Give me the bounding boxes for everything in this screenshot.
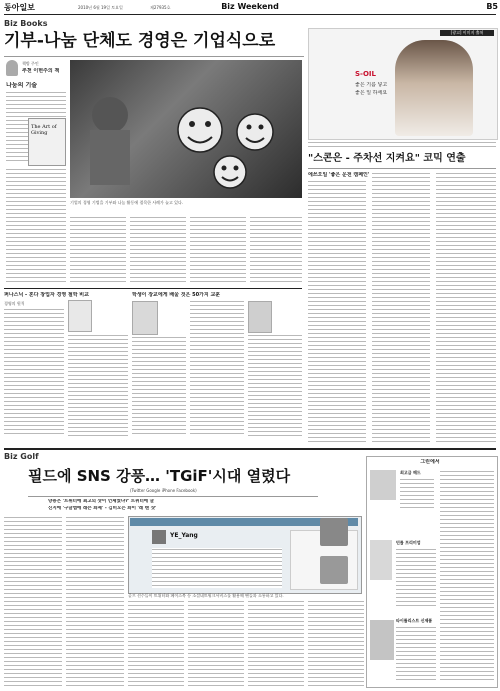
- book-cover-title: The Art of Giving: [31, 124, 57, 136]
- book-review-col-1: [6, 168, 66, 283]
- smiley-faces-illustration: [70, 60, 302, 198]
- biz-golf-english-sub: (Twitter Google iPhone Facebook): [130, 488, 197, 493]
- golf-col-2: [66, 516, 124, 686]
- golfer-photo-1: [320, 518, 348, 546]
- golf-item-2-text: [396, 548, 436, 608]
- ad-slogan-1: 좋은 기름 넣고: [355, 82, 388, 88]
- mid-book-cover-3: [248, 301, 272, 333]
- golf-item-3-text: [396, 626, 436, 682]
- biz-golf-label: Biz Golf: [4, 452, 39, 461]
- biz-books-rule: [4, 56, 304, 57]
- golf-item-photo-2: [370, 540, 392, 580]
- masthead-rule: [4, 14, 496, 15]
- sidebar-col-1: [308, 180, 366, 445]
- sidebar-headline: "스콘은 - 주차선 지켜요" 코믹 연출: [308, 153, 466, 164]
- golf-sidebar-col-right: [440, 470, 494, 682]
- article-photo: [70, 60, 302, 198]
- golf-item-photo-3: [370, 620, 394, 660]
- biz-golf-subhead-2: 신지애 '구글맵에 레슨 화제' - 김비오는 화이 '레 랜 샷': [48, 506, 157, 511]
- golf-item-1: 최고급 헤드: [400, 470, 421, 475]
- mid-book-cover-1: [68, 300, 92, 332]
- golf-col-3: [128, 600, 184, 686]
- mid-center-col-2: [190, 300, 244, 436]
- sidebar-rule: [308, 168, 496, 169]
- book-section-title: 나눔의 기술: [6, 82, 38, 89]
- golf-item-1-text: [400, 478, 434, 508]
- masthead-issue: 제27935호: [150, 5, 171, 10]
- golf-sidebar-title: 그린에서: [420, 459, 440, 465]
- tweet-list: [152, 548, 282, 588]
- mid-center-col-1: [132, 336, 186, 436]
- biz-golf-headline: 필드에 SNS 강풍… 'TGiF'시대 열렸다: [28, 467, 291, 485]
- biz-golf-subhead-1: 양용은 '트위터에 최고의 샷이 언제였냐?' 트위터에 글: [48, 499, 155, 504]
- sidebar-col-2: [372, 172, 430, 445]
- sidebar-subhead: 에쓰오일 '좋은 운전 캠페인': [308, 172, 370, 178]
- photo-caption: 기업의 경영 기법을 기부와 나눔 활동에 접목한 사례가 늘고 있다.: [70, 200, 184, 205]
- masthead-page: B5: [486, 2, 498, 11]
- golf-col-6: [308, 600, 364, 686]
- ad-banner: [광고] 이미지 출처: [440, 30, 494, 36]
- sidebar-col-3: [436, 172, 496, 445]
- mid-left-sub: 경영의 원칙: [4, 301, 25, 306]
- masthead-section: Biz Weekend: [221, 2, 279, 11]
- golf-item-photo-1: [370, 470, 396, 500]
- golf-photo-caption: 골프 선수들이 트위터와 페이스북 등 소셜네트워크서비스를 활용해 팬들과 소통하고 있다.: [128, 593, 284, 598]
- body-col-2: [130, 216, 186, 284]
- golf-item-3: 타이틀리스트 신제품: [396, 618, 433, 623]
- author-name: 추천 이현주의 책: [22, 68, 60, 74]
- profile-name: YE_Yang: [170, 532, 198, 539]
- golf-item-2: 던롭 프리미엄: [396, 540, 421, 545]
- golf-col-5: [248, 600, 304, 686]
- biz-books-headline: 기부-나눔 단체도 경영은 기업식으로: [4, 31, 276, 51]
- profile-avatar: [152, 530, 166, 544]
- mid-book-cover-2: [132, 301, 158, 335]
- ad-model-photo: [395, 40, 473, 136]
- author-photo: [6, 60, 18, 76]
- ad-slogan-2: 좋은 일 하세요: [355, 90, 388, 96]
- mid-center-col-3: [248, 334, 302, 436]
- biz-books-label: Biz Books: [4, 19, 48, 28]
- biz-golf-rule: [4, 448, 496, 450]
- masthead-logo: 동아일보: [4, 2, 35, 12]
- mid-left-col-1: [4, 308, 64, 436]
- ad-brand: S-OIL: [355, 70, 376, 78]
- body-col-3: [190, 216, 246, 284]
- golfer-photo-2: [320, 556, 348, 584]
- body-col-1: [70, 216, 126, 284]
- body-col-4: [250, 216, 302, 284]
- mid-center-title: 학생이 장교에게 배울 것은 50가지 교훈: [132, 292, 221, 298]
- biz-golf-subhead-rule: [28, 496, 318, 497]
- mid-left-title: 퍼나스닉 - 혼다 창업자 경영 철학 비교: [4, 292, 89, 298]
- masthead-date: 2010년 6월 19일 토요일: [78, 5, 123, 10]
- ad-caption: [308, 141, 496, 149]
- mid-row-rule: [4, 288, 302, 289]
- golf-col-1: [4, 516, 62, 686]
- golf-col-4: [188, 600, 244, 686]
- author-role: 책방 주인: [22, 61, 39, 66]
- mid-left-col-2: [68, 334, 128, 436]
